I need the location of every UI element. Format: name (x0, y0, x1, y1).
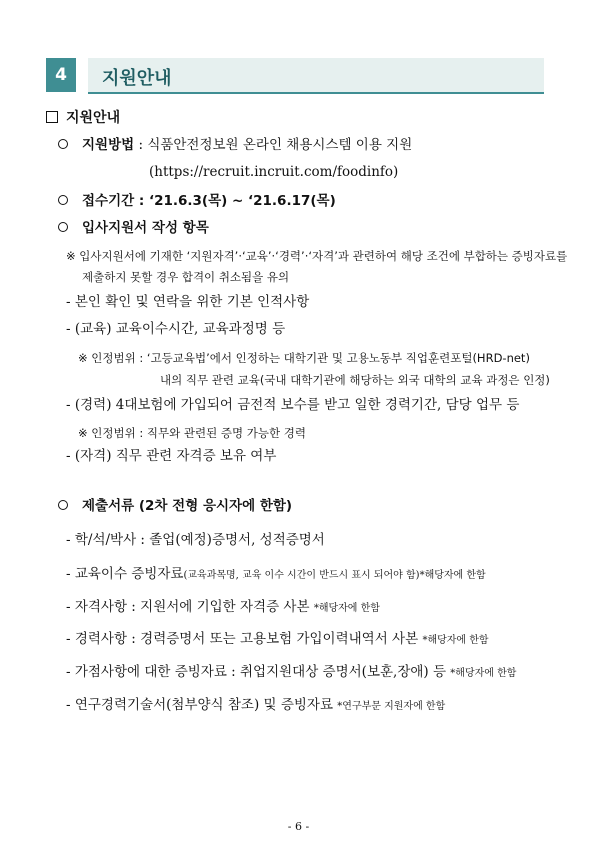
document-item-6-text: - 연구경력기술서(첨부양식 참조) 및 증빙자료 (66, 697, 338, 713)
section-title: 지원안내 (102, 68, 172, 89)
document-item-4-note: *해당자에 한함 (422, 635, 489, 646)
period-label: 접수기간 : ‘21.6.3(목) ~ ‘21.6.17(목) (82, 193, 336, 209)
application-item-4: - (자격) 직무 관련 자격증 보유 여부 (66, 448, 277, 464)
application-item-3-note: ※ 인정범위 : 직무와 관련된 증명 가능한 경력 (78, 426, 306, 440)
section-header (46, 58, 544, 94)
period-line (58, 192, 336, 210)
circle-bullet-icon (58, 500, 68, 510)
section-number: 4 (46, 58, 76, 92)
page-number: - 6 - (287, 820, 310, 833)
method-line (58, 136, 412, 154)
document-item-1: - 학/석/박사 : 졸업(예정)증명서, 성적증명서 (66, 532, 325, 548)
document-item-5 (66, 663, 516, 683)
circle-bullet-icon (58, 139, 68, 149)
square-bullet-icon (46, 111, 58, 123)
method-text: 식품안전정보원 온라인 채용시스템 이용 지원 (147, 137, 413, 153)
document-item-4-text: - 경력사항 : 경력증명서 또는 고용보험 가입이력내역서 사본 (66, 631, 423, 647)
method-label: 지원방법 (82, 137, 135, 153)
documents-heading (58, 497, 292, 515)
application-item-2: - (교육) 교육이수시간, 교육과정명 등 (66, 321, 286, 337)
document-item-3 (66, 598, 380, 618)
method-url: (https://recruit.incruit.com/foodinfo) (149, 164, 399, 180)
heading (46, 109, 120, 127)
documents-label: 제출서류 (2차 전형 응시자에 한함) (82, 498, 293, 514)
document-item-3-note: *해당자에 한함 (313, 603, 380, 614)
document-item-5-text: - 가점사항에 대한 증빙자료 : 취업지원대상 증명서(보훈,장애) 등 (66, 664, 451, 680)
document-item-2 (66, 565, 486, 585)
application-item-1: - 본인 확인 및 연락을 위한 기본 인적사항 (66, 294, 310, 310)
document-item-6 (66, 696, 445, 716)
document-item-3-text: - 자격사항 : 지원서에 기입한 자격증 사본 (66, 599, 314, 615)
application-item-2-note-1: ※ 인정범위 : ‘고등교육법’에서 인정하는 대학기관 및 고용노동부 직업훈련포털(HRD-net) (78, 351, 530, 365)
application-item-2-note-2: 내의 직무 관련 교육(국내 대학기관에 해당하는 외국 대학의 교육 과정은 인정) (160, 373, 550, 387)
application-note-1: ※ 입사지원서에 기재한 ‘지원자격’·‘교육’·‘경력’·‘자격’과 관련하여 해당 조건에 부합하는 증빙자료를 (66, 249, 568, 263)
circle-bullet-icon (58, 195, 68, 205)
document-item-6-note: *연구부문 지원자에 한함 (337, 701, 446, 712)
application-heading (58, 219, 209, 237)
application-note-2: 제출하지 못할 경우 합격이 취소됨을 유의 (82, 270, 290, 284)
heading-text: 지원안내 (66, 110, 121, 126)
document-item-2-note: (교육과목명, 교육 이수 시간이 반드시 표시 되어야 함)*해당자에 한함 (183, 570, 486, 581)
document-item-2-text: - 교육이수 증빙자료 (66, 566, 184, 582)
section-title-bar (88, 58, 544, 94)
document-item-4 (66, 630, 489, 650)
application-item-3: - (경력) 4대보험에 가입되어 금전적 보수를 받고 일한 경력기간, 담당 업무 등 (66, 397, 520, 413)
document-item-5-note: *해당자에 한함 (450, 668, 517, 679)
application-label: 입사지원서 작성 항목 (82, 220, 209, 236)
circle-bullet-icon (58, 222, 68, 232)
method-colon: : (134, 137, 148, 153)
